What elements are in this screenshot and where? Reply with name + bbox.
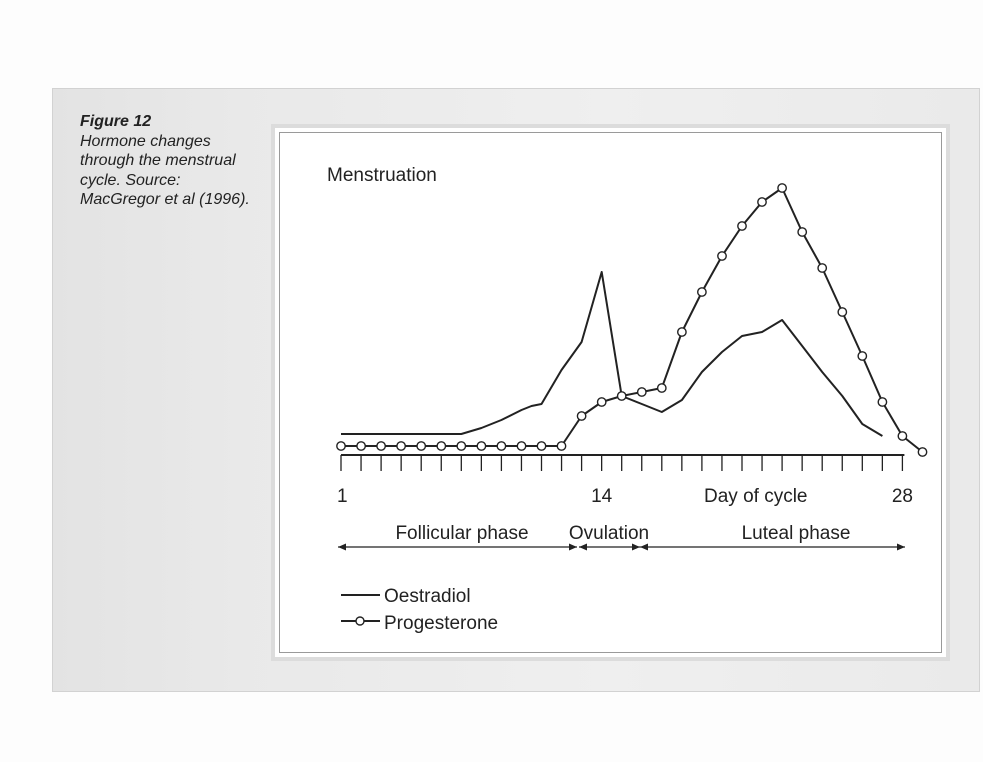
progesterone-point [658, 384, 666, 392]
x-axis [337, 455, 913, 507]
phase-arrow-head-left [338, 544, 346, 551]
phase-annotations [338, 523, 905, 551]
progesterone-point [858, 352, 866, 360]
phase-label: Luteal phase [741, 523, 851, 544]
figure-caption-text: Hormone changes through the menstrual cycle. Source: MacGregor et al (1996). [80, 132, 250, 208]
series-lines [337, 184, 927, 456]
phase-3 [640, 523, 905, 551]
progesterone-point [577, 412, 585, 420]
progesterone-point [537, 442, 545, 450]
progesterone-point [457, 442, 465, 450]
progesterone-point [638, 388, 646, 396]
progesterone-point [758, 198, 766, 206]
phase-arrow-head-right [897, 544, 905, 551]
phase-arrow-head-right [569, 544, 577, 551]
progesterone-point [898, 432, 906, 440]
progesterone-point [698, 288, 706, 296]
progesterone-point [878, 398, 886, 406]
phase-label: Follicular phase [395, 523, 529, 544]
x-tick-label: 28 [891, 486, 913, 507]
progesterone-point [497, 442, 505, 450]
progesterone-point [598, 398, 606, 406]
annotation-menstruation: Menstruation [327, 165, 437, 186]
progesterone-point [618, 392, 626, 400]
progesterone-point [437, 442, 445, 450]
progesterone-point [357, 442, 365, 450]
phase-arrow-head-left [640, 544, 648, 551]
progesterone-point [337, 442, 345, 450]
progesterone-point [718, 252, 726, 260]
progesterone-point [918, 448, 926, 456]
legend-progesterone-label: Progesterone [384, 613, 499, 634]
phase-2 [569, 523, 649, 551]
progesterone-point [477, 442, 485, 450]
phase-arrow-head-left [579, 544, 587, 551]
progesterone-point [798, 228, 806, 236]
phase-arrow-head-right [632, 544, 640, 551]
progesterone-point [738, 222, 746, 230]
x-axis-label: Day of cycle [704, 486, 808, 507]
legend-oestradiol-label: Oestradiol [384, 586, 471, 607]
progesterone-point [557, 442, 565, 450]
figure-label: Figure 12 [80, 113, 152, 130]
legend-progesterone-marker [356, 617, 364, 625]
progesterone-point [377, 442, 385, 450]
progesterone-point [397, 442, 405, 450]
progesterone-point [818, 264, 826, 272]
progesterone-point [778, 184, 786, 192]
x-tick-label: 1 [337, 486, 348, 507]
progesterone-point [678, 328, 686, 336]
legend [341, 586, 498, 634]
progesterone-line [341, 188, 923, 452]
progesterone-point [838, 308, 846, 316]
x-tick-label: 14 [591, 486, 613, 507]
progesterone-point [417, 442, 425, 450]
oestradiol-line [341, 272, 882, 436]
phase-1 [338, 523, 577, 551]
progesterone-point [517, 442, 525, 450]
phase-label: Ovulation [568, 523, 650, 544]
